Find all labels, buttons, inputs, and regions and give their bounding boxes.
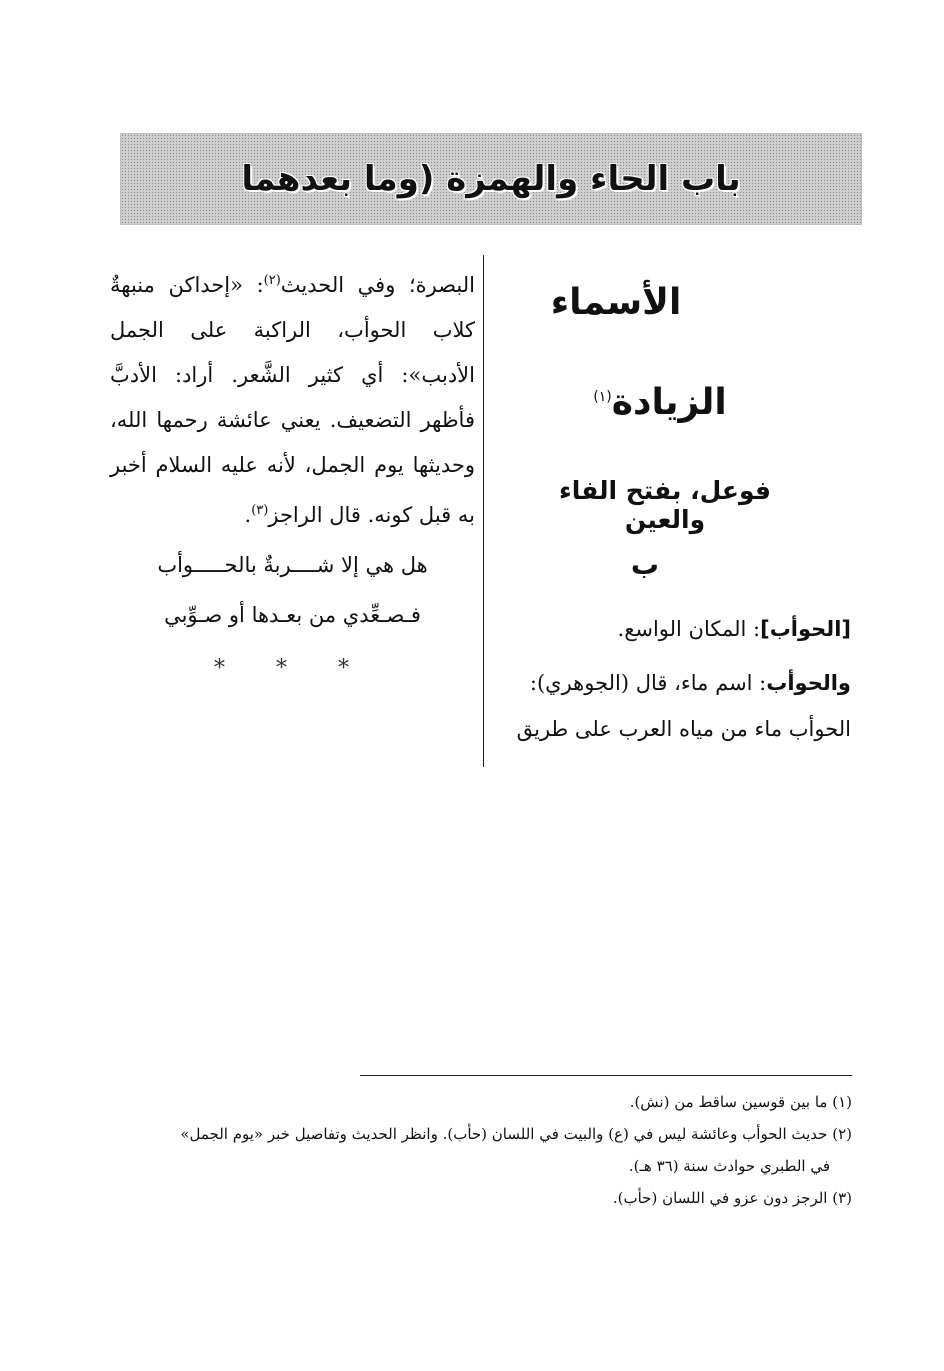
footnote-2-continued: في الطبري حوادث سنة (٣٦ هـ).	[628, 1157, 830, 1175]
paragraph-text: : «إحداكن منبهةٌ كلاب الحوأب، الراكبة على الجمل الأدبب»: أي كثير الشَّعر. أراد: الأدبَّ فأظهر التضعيف. يعني عائشة رحمها الله، وحديثها يوم الجمل، لأنه عليه السلام أخبر به قبل كونه. قال الراجز	[110, 273, 475, 527]
paragraph-text: .	[244, 503, 252, 527]
heading-addition-text: الزيادة	[611, 382, 727, 423]
left-column	[110, 258, 475, 681]
letter-heading: ب	[630, 548, 660, 581]
footnotes	[100, 1086, 852, 1214]
entry-term: والحوأب	[766, 671, 851, 695]
chapter-banner	[120, 133, 862, 225]
footnote-2: (٢) حديث الحوأب وعائشة ليس في (ع) والبيت في اللسان (حأب). وانظر الحديث وتفاصيل خبر «يوم الجمل»	[180, 1125, 852, 1143]
entry-hawab-water	[496, 660, 851, 752]
heading-addition	[560, 382, 760, 423]
section-separator: * * *	[214, 656, 371, 681]
entry-definition: : اسم ماء، قال (الجوهري): الحوأب ماء من مياه العرب على طريق	[516, 671, 851, 741]
column-divider	[483, 255, 484, 767]
entry-hawab-place	[496, 606, 851, 652]
entry-term: [الحوأب]	[760, 617, 851, 641]
heading-names: الأسماء	[550, 282, 682, 323]
verse-line-2: فـصـعِّدي من بعـدها أو صـوِّبي	[164, 603, 421, 627]
footnote-ref-3: (٣)	[251, 503, 269, 518]
footnote-ref-2: (٢)	[263, 273, 281, 288]
verse-line-1: هل هي إلا شــــربةٌ بالحـــــوأب	[157, 553, 428, 577]
paragraph-text: البصرة؛ وفي الحديث	[280, 273, 476, 297]
hadith-paragraph	[110, 258, 475, 538]
footnote-3: (٣) الرجز دون عزو في اللسان (حأب).	[612, 1189, 852, 1207]
pattern-subheading: فوعل، بفتح الفاء والعين	[558, 476, 772, 534]
chapter-title: باب الحاء والهمزة (وما بعدهما	[241, 159, 741, 199]
entry-definition: : المكان الواسع.	[617, 617, 761, 641]
footnote-rule	[360, 1075, 852, 1076]
footnote-ref-1: (١)	[593, 389, 612, 405]
footnote-1: (١) ما بين قوسين ساقط من (نش).	[629, 1093, 852, 1111]
